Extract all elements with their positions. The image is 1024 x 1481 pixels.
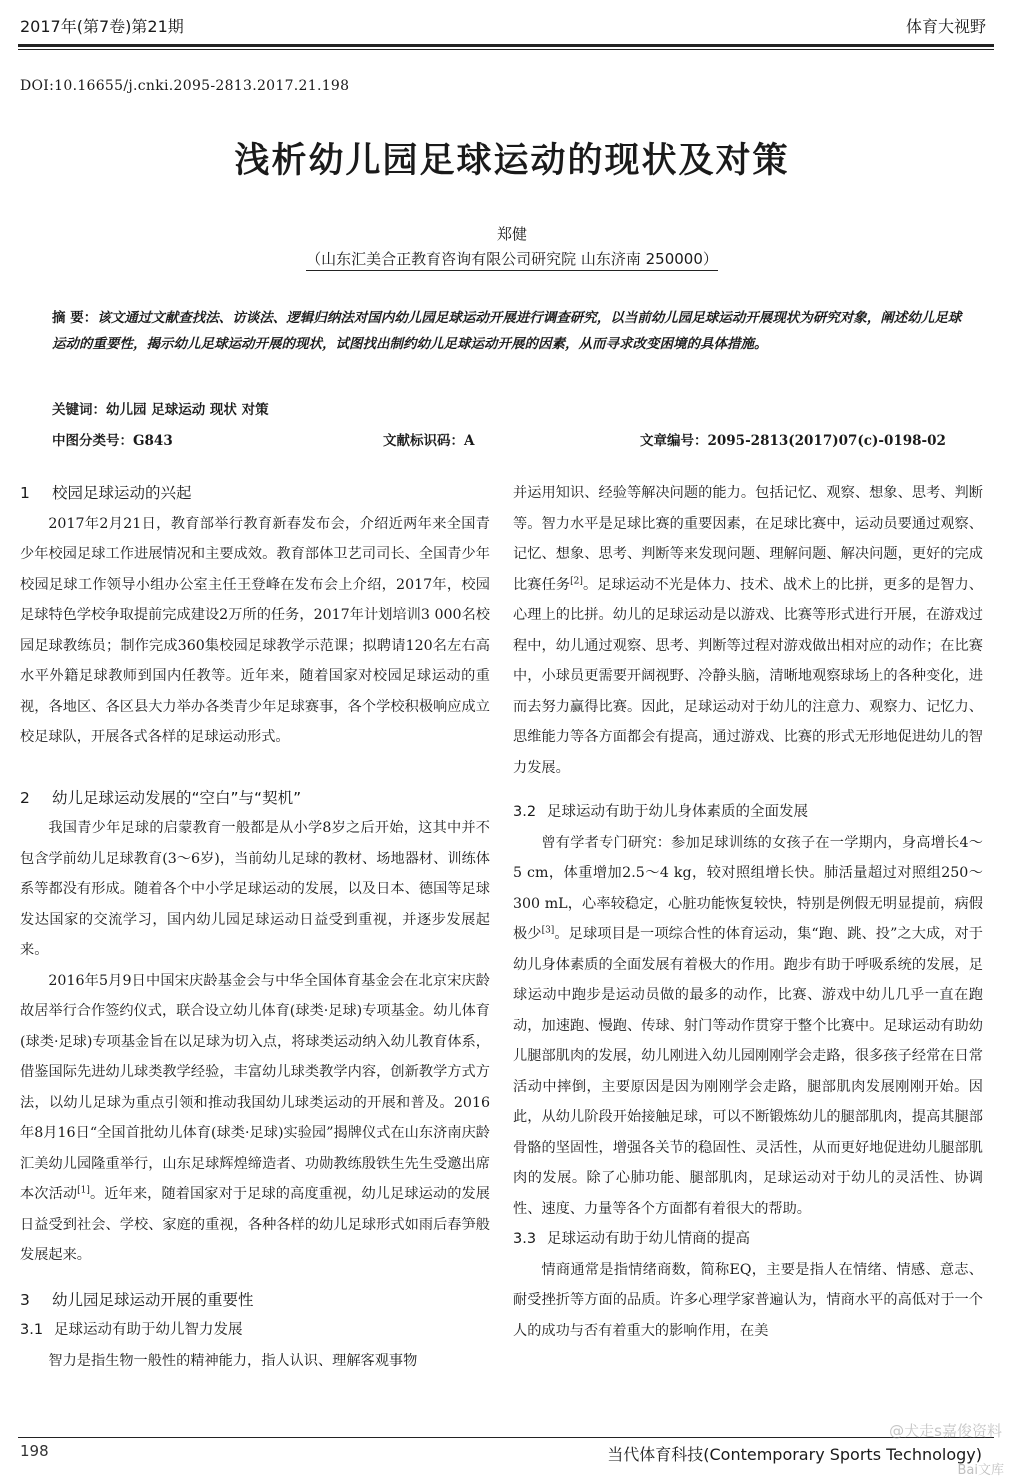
header-rule-thin [18, 49, 994, 50]
journal-name: 当代体育科技(Contemporary Sports Technology) [607, 1445, 982, 1464]
header-rule-thick [18, 44, 994, 47]
citation-ref: [1] [77, 1185, 90, 1196]
article-title: 浅析幼儿园足球运动的现状及对策 [234, 141, 790, 181]
page-number: 198 [20, 1442, 49, 1460]
document-code: 文献标识码：A [383, 433, 475, 449]
section-heading-2 [20, 783, 490, 814]
right-column [513, 478, 983, 1346]
author: 郑健 [496, 225, 527, 243]
section-title: 幼儿园足球运动开展的重要性 [52, 1290, 254, 1309]
article-number: 文章编号：2095-2813(2017)07(c)-0198-02 [640, 433, 946, 449]
subsection-heading-3-1 [20, 1315, 490, 1346]
abstract-text: 该文通过文献查找法、访谈法、逻辑归纳法对国内幼儿园足球运动开展进行调查研究，以当前幼儿园足球运动开展现状为研究对象，阐述幼儿足球运动的重要性，揭示幼儿足球运动开展的现状，试图找出制约幼儿足球运动开展的因素，从而寻求改变困境的具体措施。 [52, 310, 962, 352]
paragraph: 情商通常是指情绪商数，简称EQ，主要是指人在情绪、情感、意志、耐受挫折等方面的品质。许多心理学家普遍认为，情商水平的高低对于一个人的成功与否有着重大的影响作用，在美 [513, 1261, 983, 1339]
subsection-heading-3-3 [513, 1224, 983, 1255]
watermark-text: @犬走s嘉俊资料 [889, 1422, 1002, 1440]
paragraph-text: 。近年来，随着国家对于足球的高度重视，幼儿足球运动的发展日益受到社会、学校、家庭的重视，各种各样的幼儿足球形式如雨后春笋般发展起来。 [20, 1186, 490, 1263]
section-title: 幼儿足球运动发展的“空白”与“契机” [52, 788, 302, 807]
doi: DOI:10.16655/j.cnki.2095-2813.2017.21.198 [20, 78, 350, 94]
left-column [20, 478, 490, 1376]
subsection-number: 3.1 [20, 1322, 44, 1338]
section-heading-1 [20, 478, 490, 509]
affiliation-text: （山东汇美合正教育咨询有限公司研究院 山东济南 250000） [306, 250, 718, 271]
paragraph-text: 。足球项目是一项综合性的体育运动，集“跑、跳、投”之大成，对于幼儿身体素质的全面发展有着极大的作用。跑步有助于呼吸系统的发展，足球运动中跑步是运动员做的最多的动作，比赛、游戏中幼儿几乎一直在跑动，加速跑、慢跑、传球、射门等动作贯穿于整个比赛中。足球运动有助幼儿腿部肌肉的发展，幼儿刚进入幼儿园刚刚学会走路，很多孩子经常在日常活动中摔倒，主要原因是因为刚刚学会走路，腿部肌肉发展刚刚开始。因此，从幼儿阶段开始接触足球，可以不断锻炼幼儿的腿部肌肉，提高其腿部骨骼的坚固性，增强各关节的稳固性、灵活性，从而更好地促进幼儿腿部肌肉的发展。除了心肺功能、腿部肌肉，足球运动对于幼儿的灵活性、协调性、速度、力量等各个方面都有着很大的帮助。 [513, 926, 983, 1217]
section-name: 体育大视野 [905, 17, 986, 36]
paragraph-text: 并运用知识、经验等解决问题的能力。包括记忆、观察、想象、思考、判断等。智力水平是足球比赛的重要因素，在足球比赛中，运动员要通过观察、记忆、想象、思考、判断等来发现问题、理解问题、解决问题，更好的完成比赛任务 [513, 485, 983, 593]
journal-issue: 2017年(第7卷)第21期 [20, 17, 184, 36]
clc-number: 中图分类号：G843 [52, 433, 173, 449]
abstract [52, 305, 964, 357]
subsection-heading-3-2 [513, 797, 983, 828]
paragraph [513, 828, 983, 1225]
affiliation [0, 248, 1024, 269]
paragraph [20, 966, 490, 1271]
abstract-label: 摘 要： [52, 310, 98, 326]
citation-ref: [2] [570, 575, 583, 586]
subsection-title: 足球运动有助于幼儿智力发展 [54, 1322, 243, 1338]
paragraph-text: 曾有学者专门研究：参加足球训练的女孩子在一学期内，身高增长4～5 cm，体重增加2.5～4 kg，较对照组增长快。肺活量超过对照组250～300 mL，心率较稳定，心脏功能恢复较快，特别是例假无明显提前，病假极少 [513, 834, 983, 942]
citation-ref: [3] [541, 925, 555, 936]
paragraph: 我国青少年足球的启蒙教育一般都是从小学8岁之后开始，这其中并不包含学前幼儿足球教育(3～6岁)，当前幼儿足球的教材、场地器材、训练体系等都没有形成。随着各个中小学足球运动的发展，以及日本、德国等足球发达国家的交流学习，国内幼儿园足球运动日益受到重视，并逐步发展起来。 [20, 820, 490, 958]
subsection-number: 3.3 [513, 1231, 537, 1247]
footer-rule [18, 1437, 994, 1438]
section-title: 校园足球运动的兴起 [52, 484, 192, 502]
paragraph: 2017年2月21日，教育部举行教育新春发布会，介绍近两年来全国青少年校园足球工作进展情况和主要成效。教育部体卫艺司司长、全国青少年校园足球工作领导小组办公室主任王登峰在发布会上介绍，2017年，校园足球特色学校争取提前完成建设2万所的任务，2017年计划培训3 000名校园足球教练员；制作完成360集校园足球教学示范课；拟聘请120名左右高水平外籍足球教师到国内任教等。近年来，随着国家对校园足球运动的重视，各地区、各区县大力举办各类青少年足球赛事，各个学校积极响应成立校足球队，开展各式各样的足球运动形式。 [20, 515, 490, 745]
paragraph-text: 2016年5月9日中国宋庆龄基金会与中华全国体育基金会在北京宋庆龄故居举行合作签约仪式，联合设立幼儿体育(球类·足球)专项基金。幼儿体育(球类·足球)专项基金旨在以足球为切入点，将球类运动纳入幼儿教育体系，借鉴国际先进幼儿球类教学经验，丰富幼儿球类教学内容，创新教学方式方法，以幼儿足球为重点引领和推动我国幼儿球类运动的开展和普及。2016年8月16日“全国首批幼儿体育(球类·足球)实验园”揭牌仪式在山东济南庆龄汇美幼儿园隆重举行，山东足球辉煌缔造者、功勋教练殷铁生先生受邀出席本次活动 [20, 972, 490, 1202]
paragraph-text: 。足球运动不光是体力、技术、战术上的比拼，更多的是智力、心理上的比拼。幼儿的足球运动是以游戏、比赛等形式进行开展，在游戏过程中，幼儿通过观察、思考、判断等过程对游戏做出相对应的动作；在比赛中，小球员更需要开阔视野、冷静头脑，清晰地观察球场上的各种变化，进而去努力赢得比赛。因此，足球运动对于幼儿的注意力、观察力、记忆力、思维能力等各方面都会有提高，通过游戏、比赛的形式无形地促进幼儿的智力发展。 [513, 576, 983, 776]
keywords: 关键词：幼儿园 足球运动 现状 对策 [52, 402, 269, 418]
paragraph [513, 478, 983, 783]
subsection-number: 3.2 [513, 804, 537, 820]
paragraph: 智力是指生物一般性的精神能力，指人认识、理解客观事物 [48, 1352, 418, 1369]
section-number: 3 [20, 1290, 30, 1309]
section-heading-3 [20, 1285, 490, 1316]
section-number: 2 [20, 788, 30, 807]
subsection-title: 足球运动有助于幼儿身体素质的全面发展 [547, 804, 808, 820]
subsection-title: 足球运动有助于幼儿情商的提高 [547, 1231, 750, 1247]
watermark-logo: Bai文库 [957, 1463, 1004, 1478]
section-number: 1 [20, 484, 30, 502]
